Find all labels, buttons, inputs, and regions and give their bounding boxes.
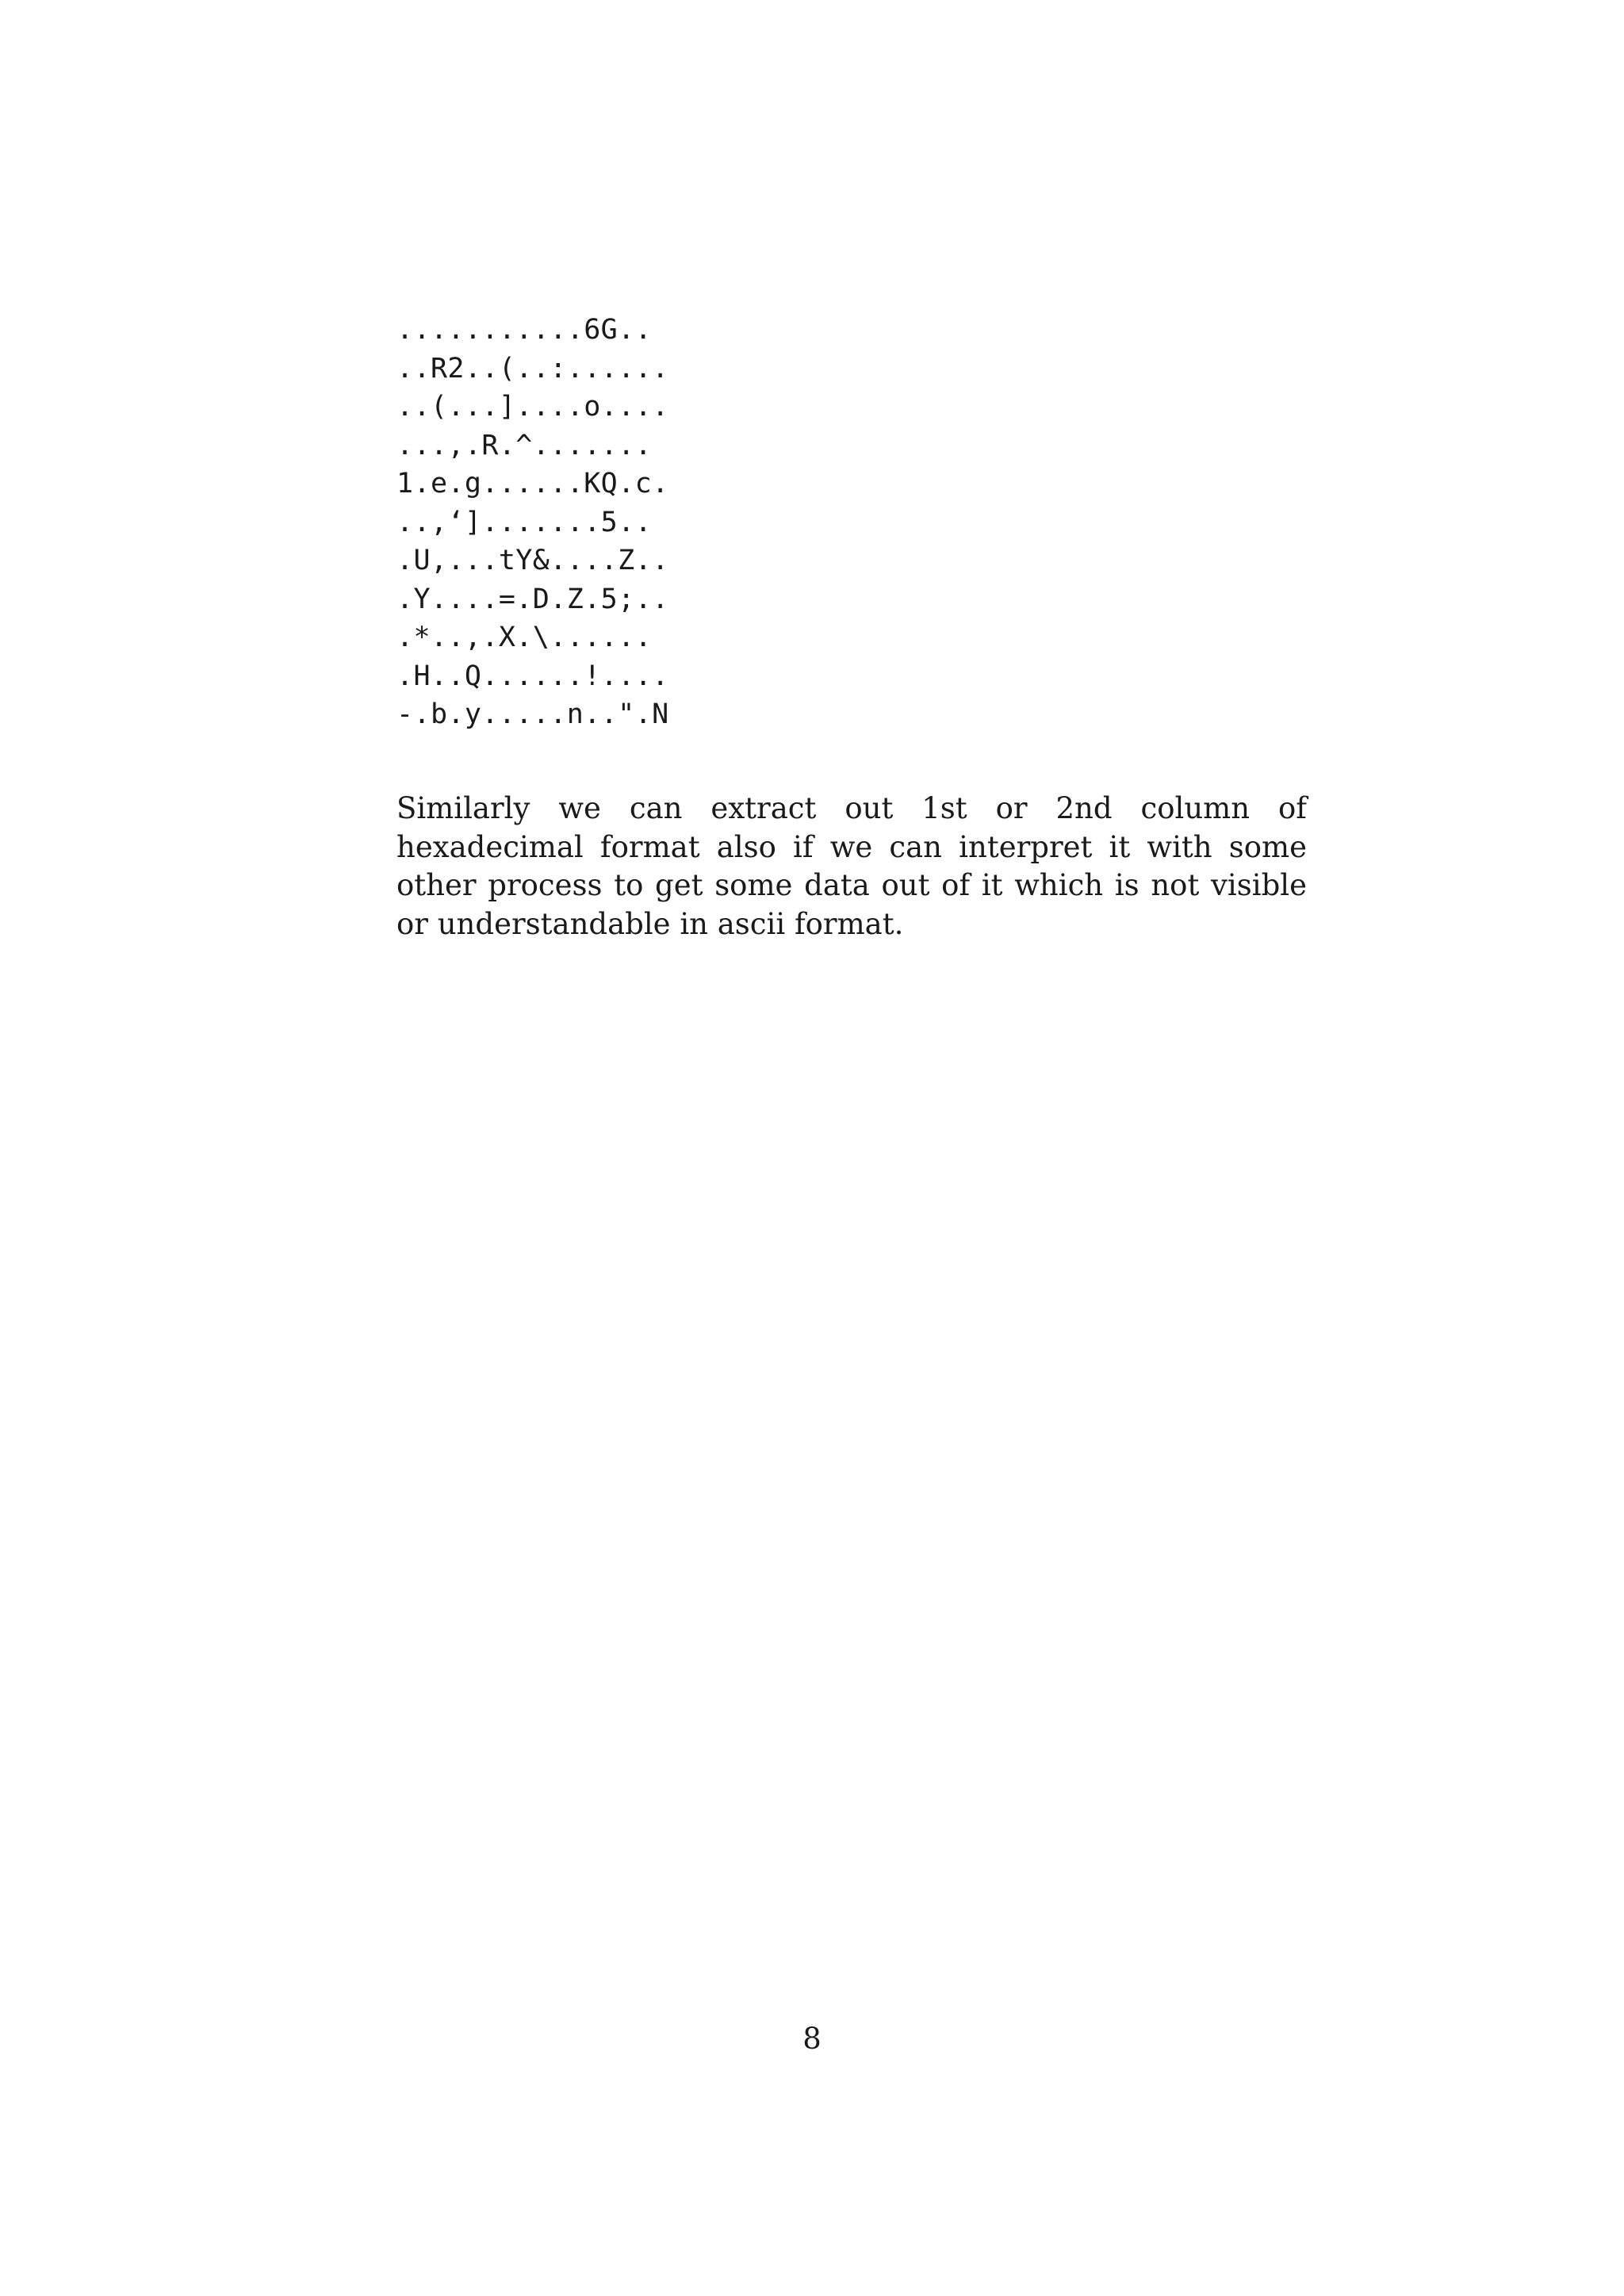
body-paragraph: Similarly we can extract out 1st or 2nd column of hexadecimal format also if we can interpret it with some other process to get some data out of it which is not visible or understandable in ascii format.: [396, 791, 1307, 941]
ascii-line: ..,‘].......5..: [396, 506, 653, 538]
page-number: 8: [802, 2022, 822, 2056]
ascii-line: 1.e.g......KQ.c.: [396, 468, 669, 499]
ascii-line: -.b.y.....n..".N: [396, 698, 669, 730]
ascii-line: .*..,.X.\......: [396, 622, 653, 653]
ascii-line: .U,...tY&....Z..: [396, 545, 669, 576]
ascii-line: ..(...]....o....: [396, 391, 669, 423]
ascii-line: ...,.R.^.......: [396, 429, 653, 461]
ascii-line: ..R2..(..:......: [396, 352, 669, 385]
ascii-dump-block: [396, 311, 669, 734]
ascii-line: .Y....=.D.Z.5;..: [396, 583, 669, 615]
ascii-line: .H..Q......!....: [396, 660, 669, 692]
ascii-line: ...........6G..: [396, 314, 653, 346]
